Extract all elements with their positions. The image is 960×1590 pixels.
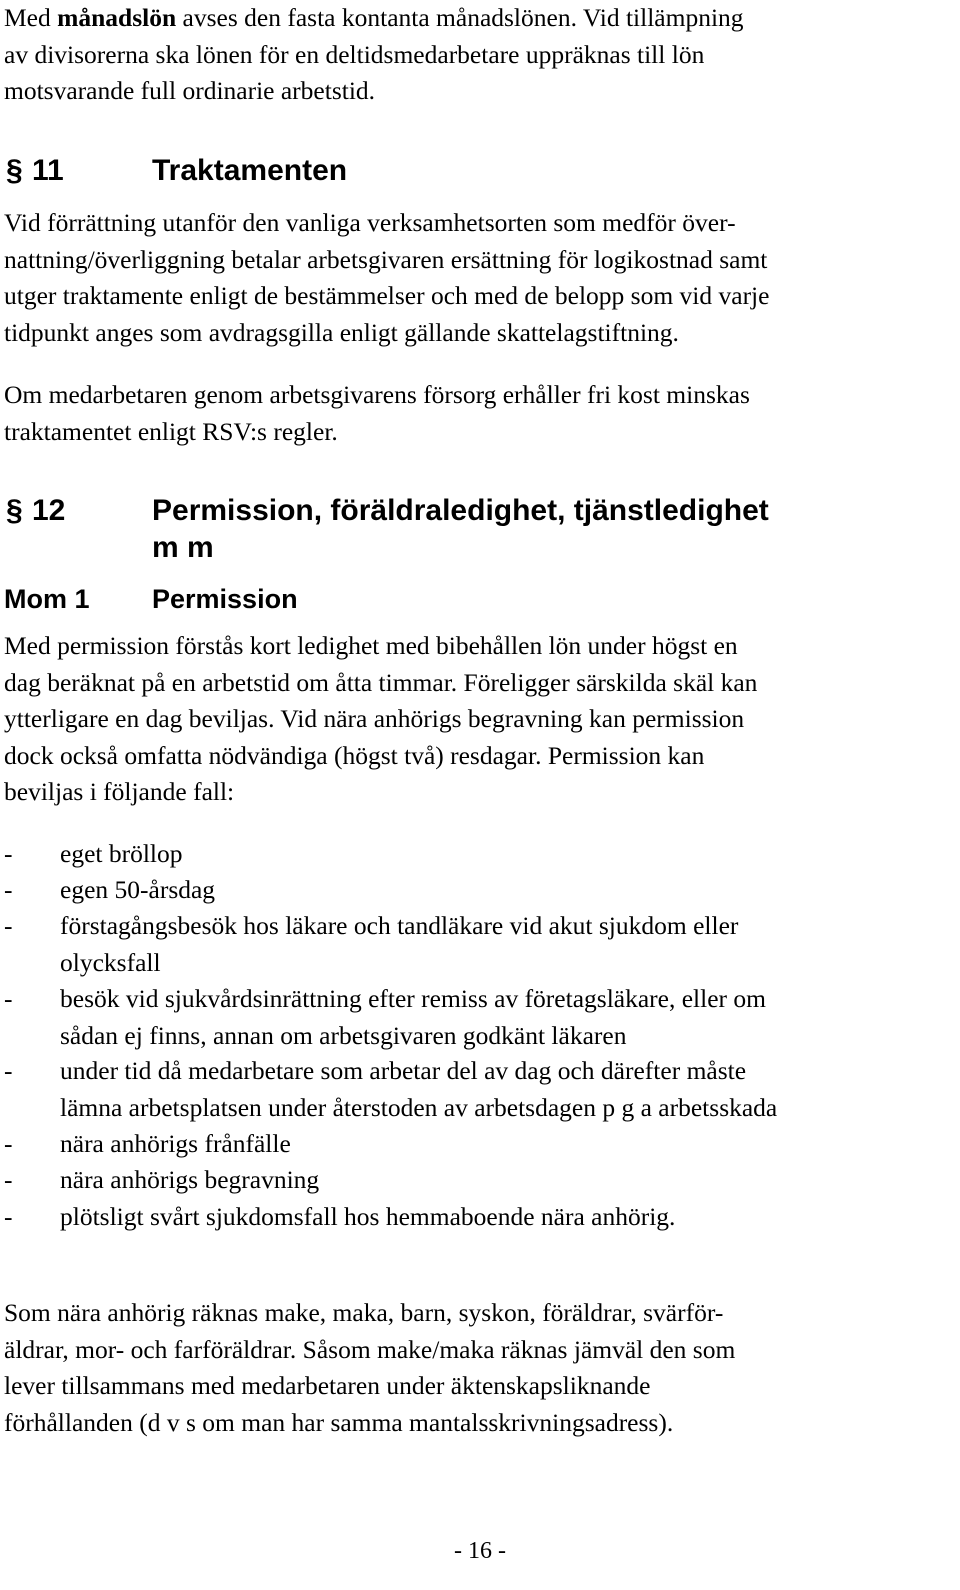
section-11-paragraph-2 bbox=[4, 377, 952, 450]
text-line: dock också omfatta nödvändiga (högst två) resdagar. Permission kan bbox=[4, 740, 705, 770]
text-line: tidpunkt anges som avdragsgilla enligt gällande skattelagstiftning. bbox=[4, 317, 679, 347]
page-number: - 16 - bbox=[454, 1538, 506, 1564]
section-12-number: 12 bbox=[32, 494, 66, 527]
dash-bullet: - bbox=[4, 875, 13, 904]
dash-bullet: - bbox=[4, 839, 13, 868]
section-12-paragraph-1 bbox=[4, 628, 952, 811]
dash-bullet: - bbox=[4, 1056, 13, 1085]
text-line: Som nära anhörig räknas make, maka, barn, syskon, föräldrar, svärför- bbox=[4, 1298, 724, 1327]
text-line: beviljas i följande fall: bbox=[4, 777, 235, 806]
text-line: nattning/överliggning betalar arbetsgivaren ersättning för logikostnad samt bbox=[4, 244, 768, 274]
list-item bbox=[4, 908, 952, 981]
text-line: ytterligare en dag beviljas. Vid nära anhörigs begravning kan permission bbox=[4, 704, 745, 733]
text-line: äldrar, mor- och farföräldrar. Såsom make/maka räknas jämväl den som bbox=[4, 1334, 736, 1364]
section-11-number: 11 bbox=[32, 154, 64, 187]
dash-bullet: - bbox=[4, 1129, 13, 1158]
text-line: Om medarbetaren genom arbetsgivarens försorg erhåller fri kost minskas bbox=[4, 380, 750, 409]
text-line: Med permission förstås kort ledighet med bibehållen lön under högst en bbox=[4, 631, 738, 660]
list-item-text: egen 50-årsdag bbox=[60, 875, 216, 904]
text-line: dag beräknat på en arbetstid om åtta timmar. Föreligger särskilda skäl kan bbox=[4, 667, 758, 697]
dash-bullet: - bbox=[4, 911, 13, 940]
section-12-title-line-1: Permission, föräldraledighet, tjänstledighet bbox=[152, 494, 769, 527]
section-12-paragraph-2 bbox=[4, 1295, 952, 1441]
intro-line-3: motsvarande full ordinarie arbetstid. bbox=[4, 76, 376, 105]
text-line: förhållanden (d v s om man har samma mantalsskrivningsadress). bbox=[4, 1407, 674, 1437]
list-item-text: förstagångsbesök hos läkare och tandläkare vid akut sjukdom eller bbox=[60, 911, 739, 940]
dash-bullet: - bbox=[4, 1202, 13, 1231]
intro-line-1: Med månadslön avses den fasta kontanta månadslönen. Vid tillämpning bbox=[4, 3, 744, 32]
intro-line-2: av divisorerna ska lönen för en deltidsmedarbetare uppräknas till lön bbox=[4, 39, 705, 69]
list-item-text: under tid då medarbetare som arbetar del av dag och därefter måste bbox=[60, 1056, 747, 1085]
text-line: traktamentet enligt RSV:s regler. bbox=[4, 416, 338, 446]
list-item-text-continued: lämna arbetsplatsen under återstoden av arbetsdagen p g a arbetsskada bbox=[60, 1092, 778, 1122]
dash-bullet: - bbox=[4, 984, 13, 1013]
list-item-text: eget bröllop bbox=[60, 839, 183, 868]
text-line: lever tillsammans med medarbetaren under äktenskapsliknande bbox=[4, 1371, 651, 1400]
text-line: utger traktamente enligt de bestämmelser och med de belopp som vid varje bbox=[4, 281, 770, 310]
section-11-symbol: § bbox=[6, 154, 23, 187]
list-item-text: besök vid sjukvårdsinrättning efter remiss av företagsläkare, eller om bbox=[60, 984, 766, 1013]
list-item-text: plötsligt svårt sjukdomsfall hos hemmaboende nära anhörig. bbox=[60, 1202, 676, 1231]
list-item bbox=[4, 1053, 952, 1126]
section-11-title: Traktamenten bbox=[152, 154, 348, 187]
intro-paragraph bbox=[4, 0, 952, 110]
mom-label: Mom 1 bbox=[4, 584, 90, 614]
monthly-salary-term: månadslön bbox=[57, 3, 177, 32]
text-line: Vid förrättning utanför den vanliga verksamhetsorten som medför över- bbox=[4, 208, 736, 237]
list-item-text: nära anhörigs frånfälle bbox=[60, 1129, 291, 1158]
section-12-title-line-2: m m bbox=[152, 531, 214, 564]
list-item-text: nära anhörigs begravning bbox=[60, 1165, 320, 1194]
section-11-paragraph-1 bbox=[4, 205, 952, 351]
dash-bullet: - bbox=[4, 1165, 13, 1194]
list-item-text-continued: sådan ej finns, annan om arbetsgivaren godkänt läkaren bbox=[60, 1020, 627, 1050]
section-12-symbol: § bbox=[6, 494, 23, 527]
list-item-text-continued: olycksfall bbox=[60, 947, 161, 977]
list-item bbox=[4, 981, 952, 1054]
mom-title: Permission bbox=[152, 584, 298, 614]
